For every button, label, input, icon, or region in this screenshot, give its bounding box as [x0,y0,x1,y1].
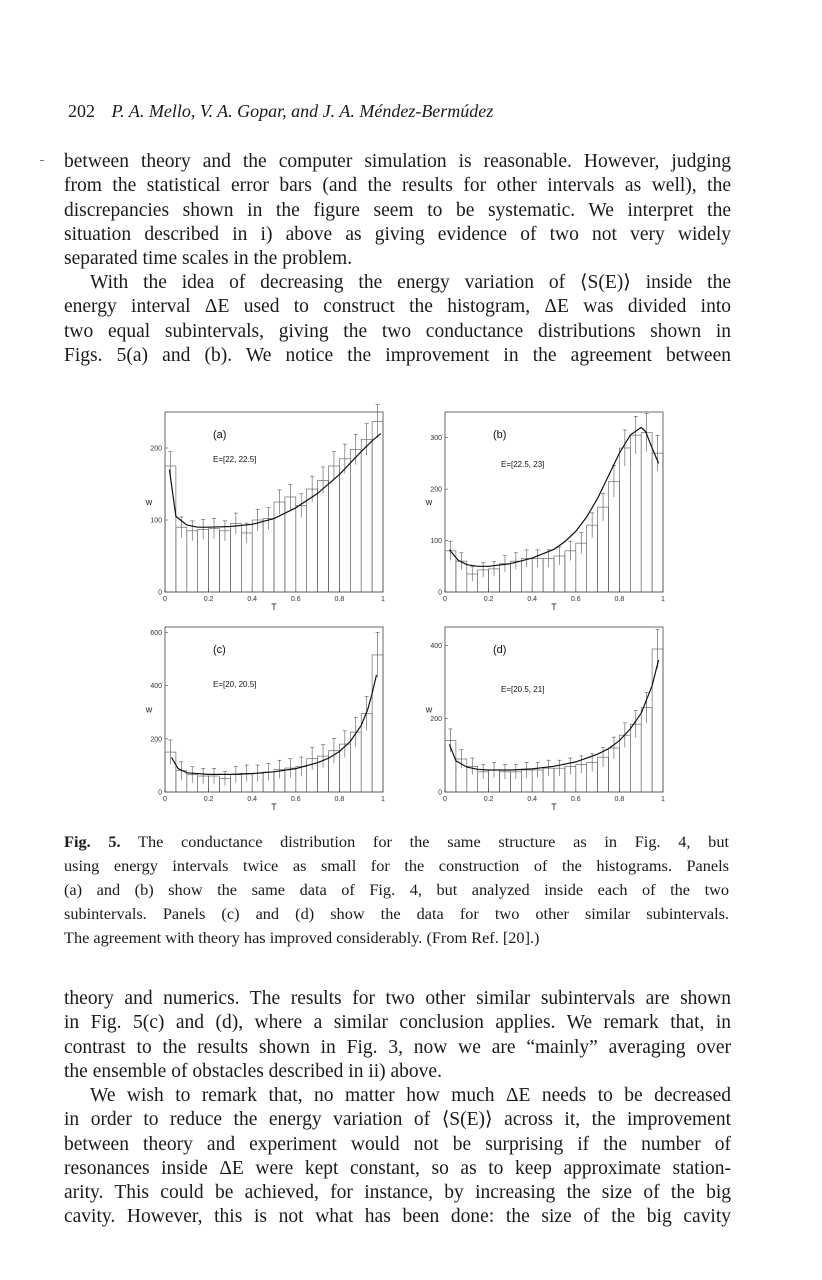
panel-d [425,627,665,812]
text-line: in Fig. 5(c) and (d), where a similar conclusion applies. We remark that, in [64,1012,731,1034]
y-tick-label: 100 [150,517,162,525]
y-axis-label: w [425,497,433,507]
page-number: 202 [68,101,95,121]
histogram-bar [372,421,383,592]
text-line: energy interval ΔE used to construct the histogram, ΔE was divided into [64,296,731,318]
text-line: two equal subintervals, giving the two conductance distributions shown in [64,320,731,342]
y-tick-label: 200 [150,736,162,744]
paragraph-1 [64,150,731,271]
x-axis-label: T [551,802,557,812]
x-tick-label: 0.8 [334,796,345,803]
x-tick-label: 0 [163,596,167,603]
text-line: between theory and experiment would not be surprising if the number of [64,1133,731,1155]
panel-a [145,405,385,612]
text-line: the ensemble of obstacles described in ii) above. [64,1060,442,1082]
text-line: cavity. However, this is not what has been done: the size of the big cavity [64,1206,731,1228]
theory-curve [169,434,380,528]
histogram-bar [285,497,296,592]
histogram-bar [307,489,318,592]
x-tick-label: 0.2 [483,596,494,603]
y-axis-label: w [145,497,153,507]
y-tick-label: 200 [430,716,442,724]
y-tick-label: 0 [438,789,442,797]
x-tick-label: 1 [661,596,665,603]
histogram-bar [318,480,329,592]
x-tick-label: 0.4 [247,596,258,603]
text-line: between theory and the computer simulation is reasonable. However, judging [64,151,731,172]
theory-curve [172,675,377,775]
x-tick-label: 1 [381,796,385,803]
histogram-bar [641,433,652,592]
y-axis-label: w [425,704,433,715]
panel-label: (c) [213,644,226,656]
margin-mark [40,160,44,161]
y-tick-label: 200 [150,445,162,453]
histogram-bar [339,459,350,592]
panel-label: (d) [493,644,507,656]
caption-line: using energy intervals twice as small for the construction of the histograms. Panels [64,856,729,875]
figure-caption [64,830,729,950]
running-authors: P. A. Mello, V. A. Gopar, and J. A. Méndez-Bermúdez [111,101,494,121]
y-tick-label: 300 [430,435,442,443]
x-axis-label: T [271,602,277,612]
figure-5-plots [135,400,695,820]
histogram-bar [652,453,663,592]
x-tick-label: 0.4 [527,596,538,603]
histogram-bar [296,506,307,592]
x-tick-label: 0.2 [203,596,214,603]
energy-interval-annotation: E=[20.5, 21] [501,685,545,694]
paragraph-4 [64,1084,731,1230]
x-axis-label: T [271,802,277,812]
x-tick-label: 0.6 [290,596,301,603]
x-tick-label: 0.8 [614,596,625,603]
histogram-bar [329,466,340,592]
energy-interval-annotation: E=[22, 22.5] [213,455,257,464]
panel-label: (a) [213,429,227,441]
y-tick-label: 600 [150,629,162,637]
text-line: We wish to remark that, no matter how much ΔE needs to be decreased [90,1085,731,1106]
paragraph-3 [64,987,731,1084]
panel-c [145,627,385,812]
text-line: in order to reduce the energy variation of ⟨S(E)⟩ across it, the improvement [64,1109,731,1131]
caption-line: The agreement with theory has improved considerably. (From Ref. [20].) [64,928,540,947]
y-tick-label: 0 [158,789,162,797]
x-tick-label: 0.6 [570,796,581,803]
x-tick-label: 0.2 [203,796,214,803]
y-tick-label: 100 [430,538,442,546]
panel-label: (b) [493,429,507,441]
histogram-bar [609,481,620,592]
x-axis-label: T [551,602,557,612]
text-line: situation described in i) above as giving evidence of two not very widely [64,223,731,245]
x-tick-label: 1 [661,796,665,803]
x-tick-label: 1 [381,596,385,603]
y-tick-label: 0 [158,589,162,597]
caption-line: (a) and (b) show the same data of Fig. 4, but analyzed inside each of the two [64,880,729,899]
x-tick-label: 0.6 [290,796,301,803]
histogram-bar [630,435,641,592]
figure-5 [135,400,695,820]
text-line: Figs. 5(a) and (b). We notice the improvement in the agreement between [64,344,731,366]
theory-curve [449,660,658,770]
y-tick-label: 0 [438,589,442,597]
text-line: separated time scales in the problem. [64,248,353,270]
text-line: With the idea of decreasing the energy variation of ⟨S(E)⟩ inside the [90,272,731,293]
histogram-bar [350,449,361,592]
y-tick-label: 400 [150,683,162,691]
x-tick-label: 0.8 [614,796,625,803]
x-tick-label: 0 [443,796,447,803]
x-tick-label: 0.2 [483,796,494,803]
x-tick-label: 0.6 [570,596,581,603]
y-tick-label: 200 [430,486,442,494]
x-tick-label: 0.4 [247,796,258,803]
page-header [68,101,493,122]
histogram-bar [619,448,630,592]
text-line: discrepancies shown in the figure seem to be systematic. We interpret the [64,199,731,221]
paragraph-2 [64,271,731,368]
histogram-bar [263,519,274,592]
x-tick-label: 0.4 [527,796,538,803]
histogram-bar [361,439,372,592]
y-axis-label: w [145,704,153,715]
text-line: from the statistical error bars (and the results for other intervals as well), the [64,175,731,197]
energy-interval-annotation: E=[20, 20.5] [213,680,257,689]
x-tick-label: 0 [163,796,167,803]
histogram-bar [652,649,663,792]
caption-line: subintervals. Panels (c) and (d) show the data for two other similar subintervals. [64,904,729,923]
caption-line [64,830,729,854]
text-line: resonances inside ΔE were kept constant, so as to keep approximate station- [64,1157,731,1179]
caption-text: The conductance distribution for the same structure as in Fig. 4, but [120,832,729,851]
histogram-bar [165,466,176,592]
x-tick-label: 0 [443,596,447,603]
text-line: arity. This could be achieved, for instance, by increasing the size of the big [64,1182,731,1204]
x-tick-label: 0.8 [334,596,345,603]
text-line: contrast to the results shown in Fig. 3, now we are “mainly” averaging over [64,1036,731,1058]
panel-b [425,412,665,612]
caption-label: Fig. 5. [64,832,121,851]
energy-interval-annotation: E=[22.5, 23] [501,460,545,469]
text-line: theory and numerics. The results for two other similar subintervals are shown [64,988,731,1009]
y-tick-label: 400 [430,642,442,650]
